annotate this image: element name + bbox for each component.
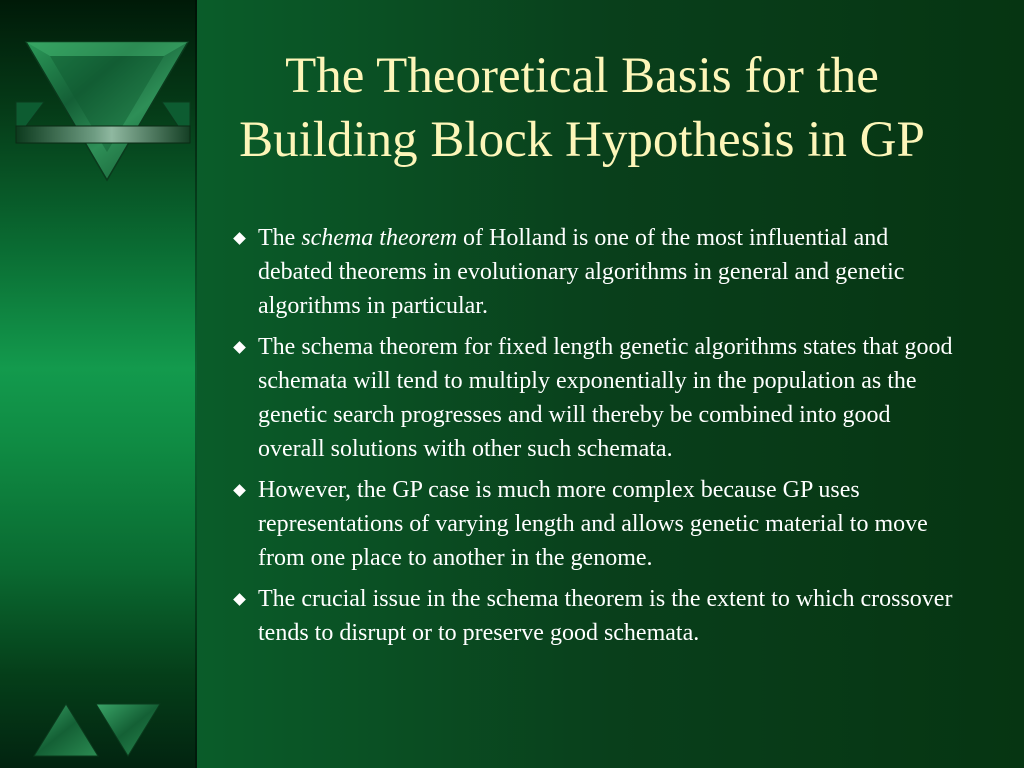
bullet-text: The schema theorem for fixed length genetic algorithms states that good schemata will tend to multiply exponentially in the population as the genetic search progresses and will thereby be combined into good overall solutions with other such schemata. [258,334,953,462]
diamond-bullet-icon [233,593,246,606]
diamond-bullet-icon [233,341,246,354]
diamond-bullet-icon [233,232,246,245]
slide-title [197,44,967,172]
bullet-text: The [258,225,302,251]
diamond-bullet-icon [233,484,246,497]
bullet-text: of Holland is one of the most influential and debated theorems in evolutionary algorithms in general and genetic algorithms in particular. [258,225,905,319]
marble-triangle-icon [30,700,164,758]
bullet-list [231,221,961,657]
bullet-text: The crucial issue in the schema theorem is the extent to which crossover tends to disrupt or to preserve good schemata. [258,586,953,646]
title-line: Building Block Hypothesis in GP [239,112,925,168]
title-line: The Theoretical Basis for the [285,48,879,104]
sidebar-panel [0,0,197,768]
bullet-item [231,330,961,466]
bullet-item [231,582,961,650]
marble-triangle-icon [14,40,192,182]
bullet-text: However, the GP case is much more complex because GP uses representations of varying length and allows genetic material to move from one place to another in the genome. [258,477,928,571]
bullet-item [231,473,961,575]
emphasized-term: schema theorem [301,225,458,251]
bullet-item [231,221,961,323]
